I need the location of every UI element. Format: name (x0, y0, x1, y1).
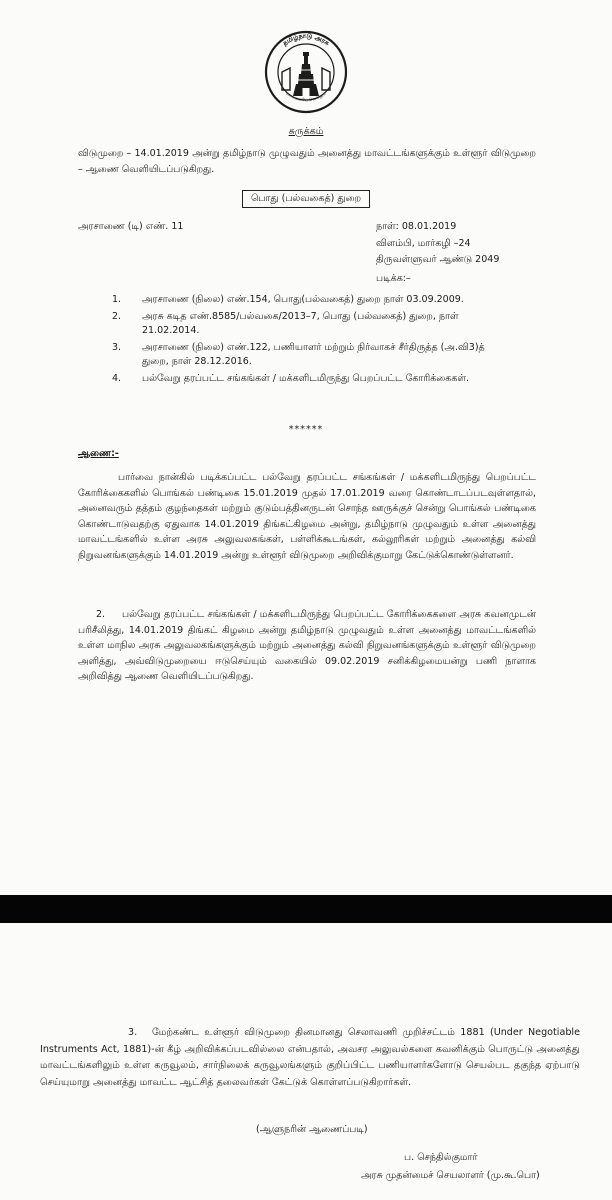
thiruvalluvar-year: திருவள்ளுவர் ஆண்டு 2049 (376, 254, 500, 265)
paragraph-3-text: மேற்கண்ட உள்ளூர் விடுமுறை தினமானது செலாவணி முறிச்சட்டம் 1881 (Under Negotiable Instruments Act, 1881)-ன் கீழ் அறிவிக்கப்படவில்லை என்பதால், அவசர அலுவல்களை கவனிக்கும் பொருட்டு அனைத்து மாவட்டங்களிலும் உள்ள கருவூலம், சார்நிலைக் கருவூலங்களும் குறிப்பிட்ட பணியாளர்களோடு செயல்பட தகுந்த ஏற்பாடு செய்யுமாறு அனைத்து மாவட்ட ஆட்சித் தலைவர்கள் கேட்டுக் கொள்ளப்படுகிறார்கள். (40, 1027, 580, 1088)
reference-item: 4. பல்வேறு தரப்பட்ட சங்கங்கள் / மக்களிடமிருந்து பெறப்பட்ட கோரிக்கைகள். (112, 373, 470, 384)
order-label: ஆணை:- (78, 448, 119, 459)
paragraph-3-number: 3. (128, 1027, 138, 1038)
closing-line: (ஆளுநரின் ஆணைப்படி) (256, 1124, 368, 1135)
emblem-motto: வாய்மையே வெல்லும் (285, 90, 327, 103)
go-number: அரசாணை (டி) எண். 11 (78, 221, 184, 232)
signatory-title: அரசு முதன்மைச் செயலாளர் (மு.கூ.பொ) (361, 1170, 540, 1181)
summary-text: விடுமுறை – 14.01.2019 அன்று தமிழ்நாடு முழுவதும் அனைத்து மாவட்டங்களுக்கும் உள்ளூர் விடுமுறை – ஆணை வெளியிடப்படுகிறது. (78, 148, 536, 175)
department-box: பொது (பல்வகைத்) துறை (242, 190, 370, 208)
signatory-name: ப. செந்தில்குமார் (404, 1152, 478, 1163)
separator: ****** (288, 424, 324, 435)
read-label: படிக்க:– (376, 273, 411, 284)
summary-label: சுருக்கம் (288, 126, 324, 137)
tamil-date: விளம்பி, மார்கழி –24 (376, 238, 471, 249)
reference-item: 1. அரசாணை (நிலை) எண்.154, பொது(பல்வகைத்) துறை நாள் 03.09.2009. (112, 294, 464, 305)
page-divider (0, 895, 612, 923)
document-page-2 (0, 923, 612, 1200)
svg-text:தமிழ்நாடு அரசு (281, 32, 332, 48)
emblem-text: தமிழ்நாடு அரசு (281, 31, 331, 48)
paragraph-2-number: 2. (96, 609, 106, 620)
order-date: நாள்: 08.01.2019 (376, 221, 457, 232)
tamil-nadu-emblem-icon (262, 28, 350, 116)
paragraph-2-text: பல்வேறு தரப்பட்ட சங்கங்கள் / மக்களிடமிருந்து பெறப்பட்ட கோரிக்கைகளை அரசு கவனமுடன் பரிசீலித்து, 14.01.2019 திங்கட் கிழமை அன்று தமிழ்நாடு முழுவதும் உள்ள அனைத்து மாவட்டங்களில் உள்ள மாநில அரசு அலுவலகங்களுக்கும் மற்றும் அனைத்து கல்வி நிறுவனங்களுக்கும் உள்ளூர் விடுமுறை அளித்து, அவ்விடுமுறையை ஈடுசெய்யும் வகையில் 09.02.2019 சனிக்கிழமையன்று பணி நாளாக அறிவித்து ஆணை வெளியிடப்படுகிறது. (78, 609, 536, 682)
paragraph-1: பார்வை நான்கில் படிக்கப்பட்ட பல்வேறு தரப்பட்ட சங்கங்கள் / மக்களிடமிருந்து பெறப்பட்ட கோரிக்கைகளில் பொங்கல் பண்டிகை 15.01.2019 முதல் 17.01.2019 வரை கொண்டாடப்படவுள்ளதால், அனைவரும் தத்தம் குழந்தைகள் மற்றும் குடும்பத்தினருடன் சொந்த ஊருக்குச் சென்று பொங்கல் பண்டிகை கொண்டாடுவதற்கு ஏதுவாக 14.01.2019 திங்கட்கிழமை அன்று, தமிழ்நாடு முழுவதும் உள்ள அனைத்து மாவட்டங்களில் உள்ள அரசு அலுவலகங்கள், பள்ளிக்கூடங்கள், கல்லூரிகள் மற்றும் அனைத்து கல்வி நிறுவனங்களுக்கும் 14.01.2019 அன்று உள்ளூர் விடுமுறை அறிவிக்குமாறு கேட்டுக்கொண்டுள்ளனர். (78, 472, 536, 561)
reference-item: 3. அரசாணை (நிலை) எண்.122, பணியாளர் மற்றும் நிர்வாகச் சீர்திருத்த (அ.வி3)த் துறை, நாள் 28.12.2016. (112, 342, 485, 367)
paragraph-2 (78, 607, 536, 685)
paragraph-3 (40, 1025, 580, 1091)
references-list (112, 293, 492, 389)
reference-item: 2. அரசு கடித எண்.8585/பல்வகை/2013–7, பொது (பல்வகைத்) துறை, நாள் 21.02.2014. (112, 311, 459, 336)
